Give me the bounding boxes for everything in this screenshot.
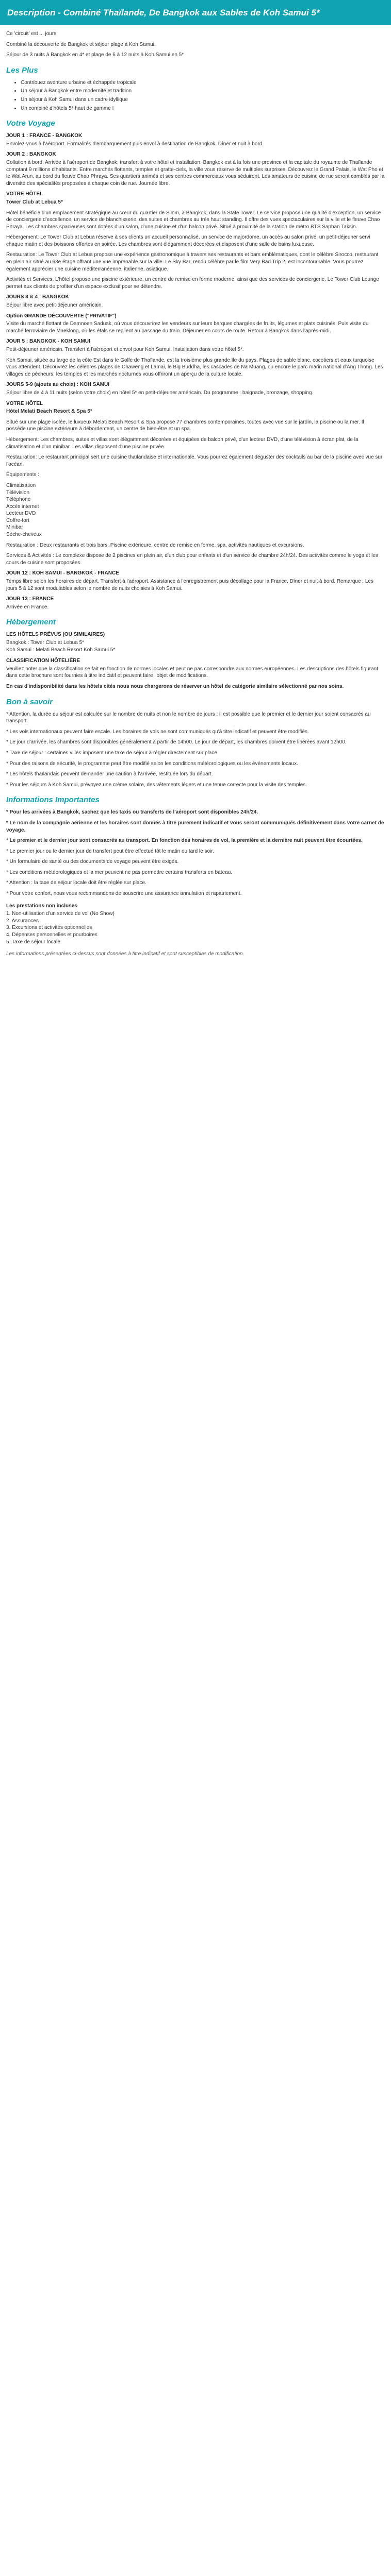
- nonincluded-item: 4. Dépenses personnelles et pourboires: [6, 932, 97, 938]
- infos-paragraph: * Le premier et le dernier jour sont consacrés au transport. En fonction des horaires de vol, la première et la dernière nuit peuvent être écourtées.: [6, 838, 363, 844]
- services-title: Équipements :: [6, 472, 39, 478]
- day-text: Envolez-vous à l'aéroport. Formalités d'embarquement puis envol à destination de Bangkok. Dîner et nuit à bord.: [6, 141, 264, 147]
- plus-list: [6, 79, 385, 112]
- hotel-paragraph: Situé sur une plage isolée, le luxueux Melati Beach Resort & Spa propose 77 chambres contemporaines, toutes avec vue sur le jardin, la piscine ou la mer. Il possède une piscine extérieure à débordement, un centre de bien-être et un spa.: [6, 419, 364, 432]
- hotel-paragraph: Restauration: Le restaurant principal sert une cuisine thaïlandaise et internationale. Vous pourrez également déguster des cocktails au bar de la piscine avec vue sur l'océan.: [6, 454, 383, 467]
- bonavoir-paragraph: * Taxe de séjour : certaines villes imposent une taxe de séjour à régler directement sur place.: [6, 750, 219, 756]
- nonincluded-item: 2. Assurances: [6, 918, 39, 924]
- hotel-paragraph: Services & Activités : Le complexe dispose de 2 piscines en plein air, d'un club pour enfants et d'un service de chambre 24h/24. Des activités comme le yoga et les cours de cuisine sont proposées.: [6, 553, 378, 566]
- service-item: Télévision: [6, 489, 30, 496]
- hotel-name: Tower Club at Lebua 5*: [6, 199, 63, 205]
- service-item: Lecteur DVD: [6, 511, 36, 517]
- service-item: Accès internet: [6, 503, 39, 510]
- bonavoir-paragraph: * Attention, la durée du séjour est calculée sur le nombre de nuits et non le nombre de jours : il est possible que le premier et le dernier jour soient consacrés au transport.: [6, 711, 371, 724]
- service-item: Climatisation: [6, 482, 36, 488]
- day-text: Collation à bord. Arrivée à l'aéroport de Bangkok, transfert à votre hôtel et installation. Bangkok est à la fois une province et la capitale du royaume de Thaïlande comptant 9 millions d'habitants. Entre marchés flottants, temples et gratte-ciels, la ville vous réserve de multiples surprises. Découvrez le Grand Palais, le Wat Pho et le Wat Arun, au bord du fleuve Chao Phraya. Ses quartiers animés et ses centres commerciaux vous séduiront. Les amateurs de cuisine de rue seront comblés par la diversité des spécialités proposées à chaque coin de rue. Journée libre.: [6, 159, 385, 187]
- hotel-paragraph: Restauration : Deux restaurants et trois bars. Piscine extérieure, centre de remise en forme, spa, activités nautiques et excursions.: [6, 542, 304, 548]
- hebergement-line: Koh Samui : Melati Beach Resort Koh Samui 5*: [6, 647, 116, 653]
- nonincluded-item: 1. Non-utilisation d'un service de vol (No Show): [6, 911, 115, 917]
- day-text: Séjour libre de 4 à 11 nuits (selon votre choix) en hôtel 5* en petit-déjeuner américain. Du programme : baignade, bronzage, shopping.: [6, 389, 314, 396]
- hotel-heading: VOTRE HÔTEL: [6, 191, 43, 197]
- day-label: JOUR 5 : BANGKOK - KOH SAMUI: [6, 338, 90, 345]
- intro-line: Combiné la découverte de Bangkok et séjour plage à Koh Samui.: [6, 41, 156, 47]
- infos-paragraph: * Pour les arrivées à Bangkok, sachez que les taxis ou transferts de l'aéroport sont disponibles 24h/24.: [6, 809, 258, 816]
- bonavoir-paragraph: * Pour des raisons de sécurité, le programme peut être modifié selon les conditions météorologiques ou les événements locaux.: [6, 760, 298, 767]
- day-text: Arrivée en France.: [6, 604, 49, 610]
- services-list: [6, 482, 385, 538]
- infos-paragraph: * Les conditions météorologiques et la mer peuvent ne pas permettre certains transferts en bateau.: [6, 869, 233, 875]
- hebergement-subtitle: LES HÔTELS PRÉVUS (OU SIMILAIRES): [6, 632, 105, 638]
- page-title: Description - Combiné Thaïlande, De Bangkok aux Sables de Koh Samui 5*: [0, 0, 391, 25]
- day-label: JOURS 5-9 (ajouts au choix) : KOH SAMUI: [6, 382, 110, 388]
- infos-paragraph: * Le premier jour ou le dernier jour de transfert peut être effectué tôt le matin ou tard le soir.: [6, 848, 214, 854]
- hebergement-note: En cas d'indisponibilité dans les hôtels cités nous nous chargerons de réserver un hôtel de catégorie similaire sélectionné par nos soins.: [6, 683, 344, 689]
- plus-item: • Contribuez aventure urbaine et échappée tropicale: [21, 79, 385, 87]
- nonincluded-title: Les prestations non incluses: [6, 903, 77, 909]
- section-title-bonavoir: Bon à savoir: [6, 697, 53, 706]
- day-label: JOUR 13 : FRANCE: [6, 596, 54, 602]
- day-label: JOUR 12 : KOH SAMUI - BANGKOK - FRANCE: [6, 570, 119, 577]
- section-title-plus: Les Plus: [6, 65, 38, 75]
- intro: [6, 30, 385, 59]
- nonincluded-item: 5. Taxe de séjour locale: [6, 939, 60, 945]
- hotel-paragraph: Hébergement: Les chambres, suites et villas sont élégamment décorées et équipées de balcon privé, d'un lecteur DVD, d'une télévision à écran plat, de la climatisation et d'un minibar. Les villas disposent d'une piscine privée.: [6, 436, 359, 450]
- hotel-paragraph: Hébergement: Le Tower Club at Lebua réserve à ses clients un accueil personnalisé, un service de majordome, un accès au salon privé, un petit-déjeuner servi chaque matin et des boissons offertes en soirée. Les chambres sont élégamment décorées et disposent d'une salle de bains luxueuse.: [6, 234, 370, 247]
- infos-paragraph: * Un formulaire de santé ou des documents de voyage peuvent être exigés.: [6, 859, 179, 865]
- service-item: Sèche-cheveux: [6, 532, 42, 538]
- section-title-infos: Informations Importantes: [6, 795, 100, 805]
- day-label: JOURS 3 & 4 : BANGKOK: [6, 294, 69, 300]
- section-title-hebergement: Hébergement: [6, 618, 56, 627]
- option-text: Visite du marché flottant de Damnoen Saduak, où vous découvrirez les vendeurs sur leurs barques chargées de fruits, légumes et plats cuisinés. Puis visite du marché ferroviaire de Maeklong, où les étals se replient au passage du train. Déjeuner en cours de route. Retour à Bangkok dans l'après-midi.: [6, 321, 369, 334]
- bonavoir-paragraph: * Les hôtels thaïlandais peuvent demander une caution à l'arrivée, restituée lors du départ.: [6, 771, 213, 777]
- day-label: JOUR 2 : BANGKOK: [6, 151, 56, 158]
- content: [0, 30, 391, 958]
- nonincluded-item: 3. Excursions et activités optionnelles: [6, 925, 92, 931]
- footer-note: Les informations présentées ci-dessus sont données à titre indicatif et sont susceptibles de modification.: [6, 951, 245, 957]
- day-label: JOUR 1 : FRANCE - BANGKOK: [6, 133, 83, 139]
- intro-line: Séjour de 3 nuits à Bangkok en 4* et plage de 6 à 12 nuits à Koh Samui en 5*: [6, 52, 184, 58]
- bonavoir-paragraph: * Les vols internationaux peuvent faire escale. Les horaires de vols ne sont communiqués qu'à titre indicatif et peuvent être modifiés.: [6, 728, 309, 735]
- infos-paragraph: * Le nom de la compagnie aérienne et les horaires sont donnés à titre purement indicatif et vous seront communiqués définitivement dans votre carnet de voyage.: [6, 820, 384, 833]
- infos-paragraph: * Attention : la taxe de séjour locale doit être réglée sur place.: [6, 880, 146, 886]
- option-title: Option GRANDE DÉCOUVERTE ("PRIVATIF"): [6, 313, 117, 319]
- hotel-paragraph: Hôtel bénéficie d'un emplacement stratégique au cœur du quartier de Silom, à Bangkok, dans la State Tower. Le service propose une qualité d'exception, un service de conciergerie d'excellence, un service de blanchisserie, des suites et chambres au très haut standing. Il offre des vues spectaculaires sur la ville et le fleuve Chao Phraya. Les chambres spacieuses sont dotées d'un salon, d'une cuisine et d'un balcon privé. Situé à proximité de la station de métro BTS Saphan Taksin.: [6, 210, 381, 230]
- service-item: Minibar: [6, 524, 23, 531]
- plus-item: • Un combiné d'hôtels 5* haut de gamme !: [21, 105, 385, 112]
- day-text: Temps libre selon les horaires de départ. Transfert à l'aéroport. Assistance à l'enregistrement puis décollage pour la France. Dîner et nuit à bord. Remarque : Les jours 5 à 12 sont modulables selon le nombre de nuits choisies à Koh Samui.: [6, 579, 373, 591]
- hotel-paragraph: Restauration: Le Tower Club at Lebua propose une expérience gastronomique à travers ses restaurants et bars emblématiques, dont le célèbre Sirocco, restaurant en plein air situé au 63e étage offrant une vue imprenable sur la ville. Le Sky Bar, rendu célèbre par le film Very Bad Trip 2, est incontournable. Vous pourrez également apprécier une cuisine méditerranéenne, italienne, asiatique.: [6, 252, 379, 272]
- day-paragraph: Koh Samui, située au large de la côte Est dans le Golfe de Thaïlande, est la troisième plus grande île du pays. Plages de sable blanc, cocotiers et eaux turquoise vous attendent. Découvrez les célèbres plages de Chaweng et Lamai, le Big Buddha, les cascades de Na Muang, ou encore le parc marin national d'Ang Thong. Les villages de pêcheurs, les temples et les marchés nocturnes vous offriront un aperçu de la culture locale.: [6, 357, 383, 377]
- intro-line: Ce 'circuit' est ... jours: [6, 31, 57, 37]
- hotel-heading: VOTRE HÔTEL: [6, 400, 43, 406]
- bonavoir-paragraph: * Le jour d'arrivée, les chambres sont disponibles généralement à partir de 14h00. Le jour de départ, les chambres doivent être libérées avant 12h00.: [6, 739, 347, 745]
- day-text: Petit-déjeuner américain. Transfert à l'aéroport et envol pour Koh Samui. Installation dans votre hôtel 5*.: [6, 347, 244, 352]
- hebergement-line: Bangkok : Tower Club at Lebua 5*: [6, 640, 85, 646]
- day-text: Séjour libre avec petit-déjeuner américain.: [6, 302, 103, 309]
- classification-title: CLASSIFICATION HÔTELIÈRE: [6, 658, 80, 664]
- classification-text: Veuillez noter que la classification se fait en fonction de normes locales et peut ne pas correspondre aux normes européennes. Les descriptions des hôtels figurant dans cette brochure sont fournies à titre indicatif et peuvent faire l'objet de modifications.: [6, 666, 378, 679]
- infos-paragraph: * Pour votre confort, nous vous recommandons de souscrire une assurance annulation et rapatriement.: [6, 891, 242, 897]
- hotel-name: Hôtel Melati Beach Resort & Spa 5*: [6, 409, 92, 415]
- bonavoir-paragraph: * Pour les séjours à Koh Samui, prévoyez une crème solaire, des vêtements légers et une tenue correcte pour la visite des temples.: [6, 782, 307, 788]
- plus-item: • Un séjour à Bangkok entre modernité et tradition: [21, 88, 385, 95]
- plus-item: • Un séjour à Koh Samui dans un cadre idyllique: [21, 96, 385, 104]
- hotel-paragraph: Activités et Services: L'hôtel propose une piscine extérieure, un centre de remise en forme moderne, ainsi que des services de conciergerie. Le Tower Club Lounge permet aux clients de profiter d'un espace exclusif pour se détendre.: [6, 277, 379, 290]
- service-item: Téléphone: [6, 497, 31, 503]
- section-title-voyage: Votre Voyage: [6, 119, 55, 128]
- service-item: Coffre-fort: [6, 517, 29, 523]
